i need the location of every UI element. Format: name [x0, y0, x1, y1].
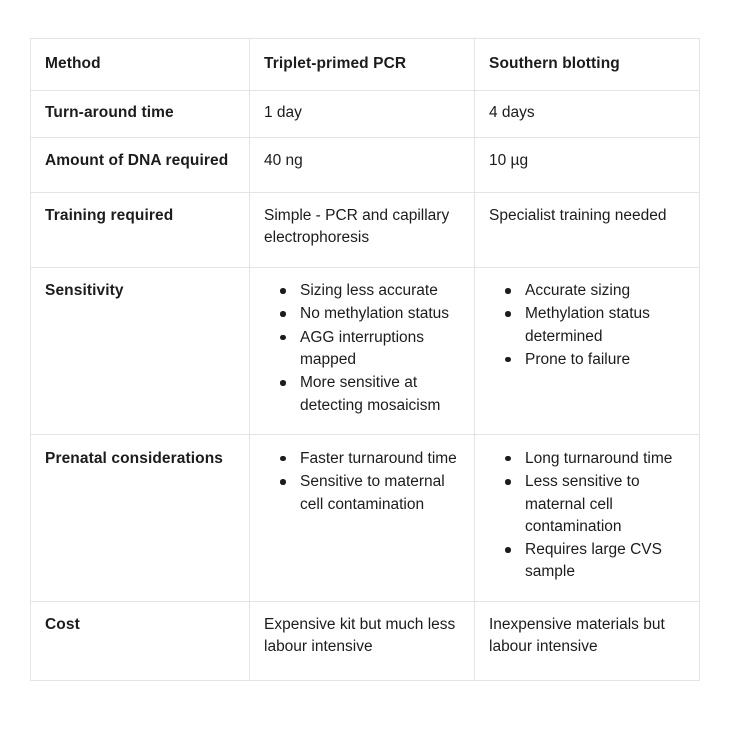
- table-row: [31, 193, 700, 268]
- cell-turnaround-time-southern: 4 days: [475, 91, 700, 138]
- column-header-triplet-primed-pcr: Triplet-primed PCR: [250, 39, 475, 91]
- cell-cost-southern: Inexpensive materials but labour intensive: [475, 601, 700, 680]
- table-row: [31, 91, 700, 138]
- bullet-item: Accurate sizing: [511, 280, 685, 302]
- bullet-item: Sensitive to maternal cell contamination: [286, 471, 460, 516]
- bullet-list: [264, 280, 460, 417]
- bullet-list: [264, 448, 460, 516]
- cell-turnaround-time-pcr: 1 day: [250, 91, 475, 138]
- cell-dna-amount-pcr: 40 ng: [250, 138, 475, 193]
- cell-training-southern: Specialist training needed: [475, 193, 700, 268]
- bullet-list: [489, 280, 685, 371]
- method-comparison-table: [30, 38, 700, 681]
- bullet-item: Requires large CVS sample: [511, 539, 685, 584]
- cell-training-pcr: Simple - PCR and capillary electrophoresis: [250, 193, 475, 268]
- table-row: [31, 268, 700, 435]
- row-header-amount-of-dna-required: Amount of DNA required: [31, 138, 250, 193]
- bullet-item: Sizing less accurate: [286, 280, 460, 302]
- row-header-prenatal-considerations: Prenatal considerations: [31, 434, 250, 601]
- column-header-method: Method: [31, 39, 250, 91]
- row-header-turnaround-time: Turn-around time: [31, 91, 250, 138]
- cell-prenatal-southern: [475, 434, 700, 601]
- bullet-item: Methylation status determined: [511, 303, 685, 348]
- bullet-item: No methylation status: [286, 303, 460, 325]
- bullet-item: Long turnaround time: [511, 448, 685, 470]
- table-header-row: [31, 39, 700, 91]
- bullet-item: More sensitive at detecting mosaicism: [286, 372, 460, 417]
- table-row: [31, 434, 700, 601]
- cell-prenatal-pcr: [250, 434, 475, 601]
- row-header-cost: Cost: [31, 601, 250, 680]
- bullet-item: Less sensitive to maternal cell contamination: [511, 471, 685, 538]
- table-row: [31, 601, 700, 680]
- row-header-training-required: Training required: [31, 193, 250, 268]
- cell-cost-pcr: Expensive kit but much less labour intensive: [250, 601, 475, 680]
- comparison-table-container: [30, 38, 699, 681]
- bullet-item: AGG interruptions mapped: [286, 327, 460, 372]
- table-row: [31, 138, 700, 193]
- bullet-item: Prone to failure: [511, 349, 685, 371]
- cell-dna-amount-southern: 10 µg: [475, 138, 700, 193]
- bullet-item: Faster turnaround time: [286, 448, 460, 470]
- bullet-list: [489, 448, 685, 584]
- row-header-sensitivity: Sensitivity: [31, 268, 250, 435]
- column-header-southern-blotting: Southern blotting: [475, 39, 700, 91]
- cell-sensitivity-southern: [475, 268, 700, 435]
- cell-sensitivity-pcr: [250, 268, 475, 435]
